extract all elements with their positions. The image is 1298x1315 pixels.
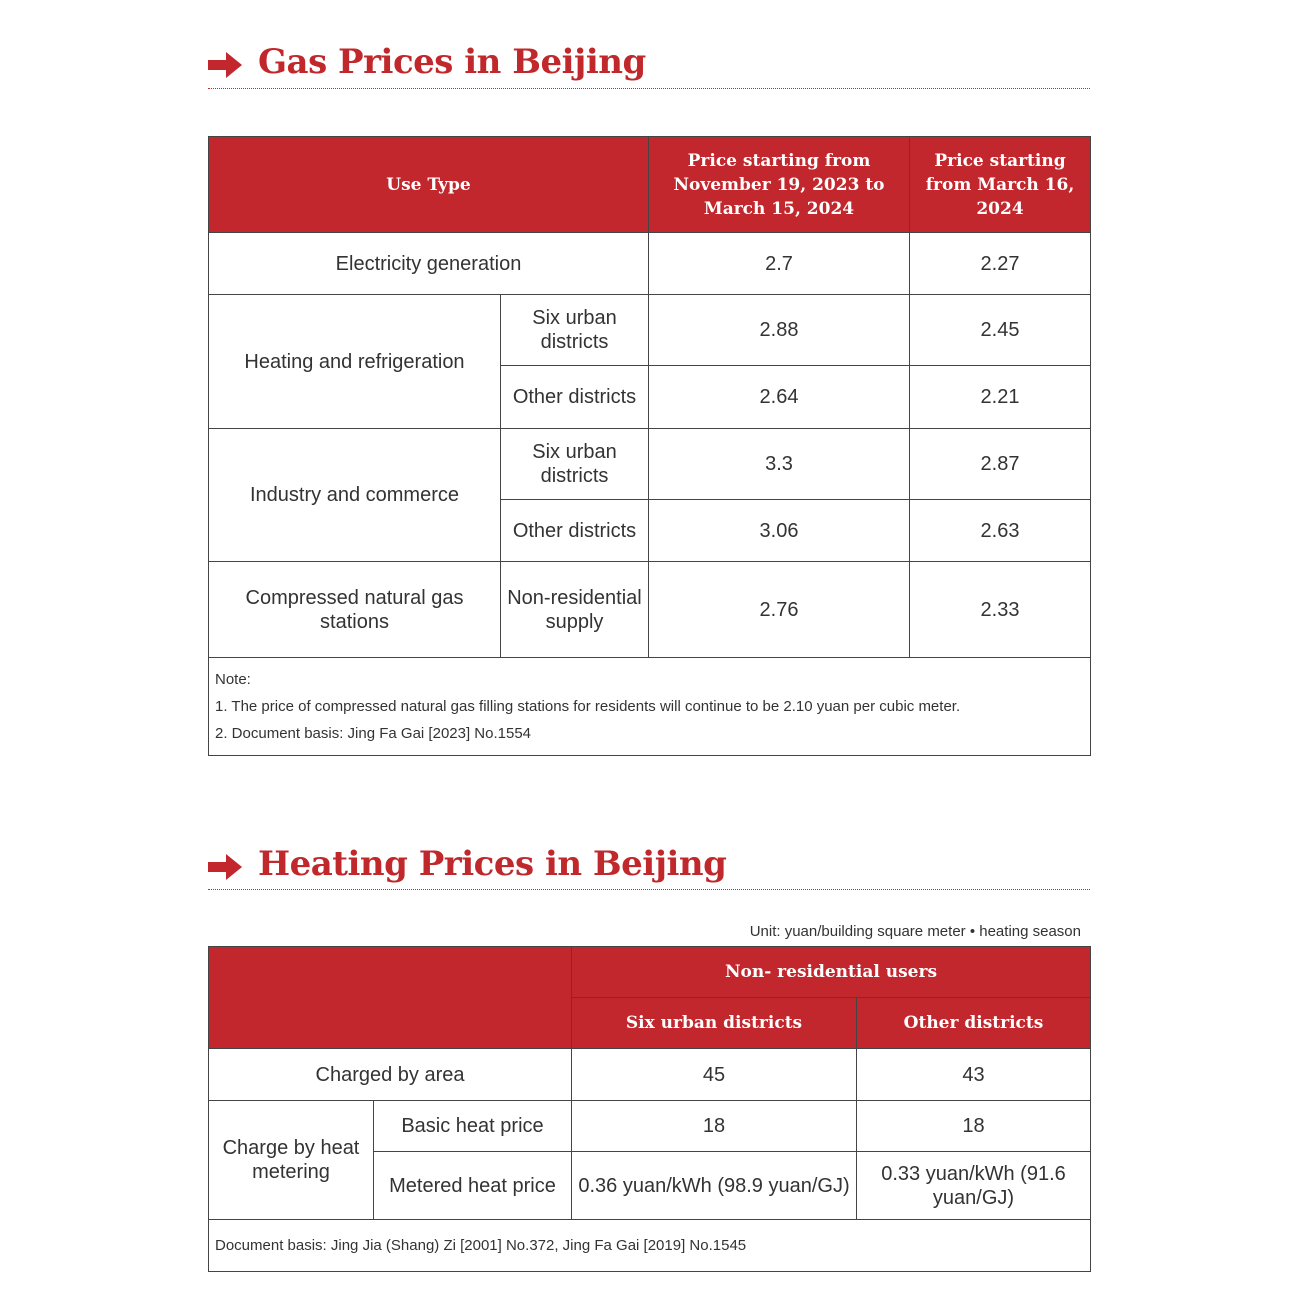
price-period-1: 2.7 (649, 233, 910, 295)
sub-label: Six urban districts (501, 295, 649, 366)
header-six-urban: Six urban districts (572, 998, 857, 1049)
row-label: Charge by heat metering (209, 1101, 374, 1220)
price-period-2: 2.87 (910, 429, 1091, 500)
heating-header-row (209, 947, 1091, 998)
note-line-2: 2. Document basis: Jing Fa Gai [2023] No.1554 (215, 725, 532, 742)
row-label: Compressed natural gas stations (209, 562, 501, 658)
gas-section-title: Gas Prices in Beijing (258, 42, 646, 82)
table-row (209, 1101, 1091, 1152)
footer-row (209, 1220, 1091, 1272)
header-period-1: Price starting from November 19, 2023 to March 15, 2024 (649, 137, 910, 233)
row-label: Electricity generation (209, 233, 649, 295)
header-period-2: Price starting from March 16, 2024 (910, 137, 1091, 233)
row-label: Heating and refrigeration (209, 295, 501, 429)
gas-header-row (209, 137, 1091, 233)
sub-label: Other districts (501, 366, 649, 429)
price-period-2: 2.27 (910, 233, 1091, 295)
price-period-1: 3.06 (649, 500, 910, 562)
value-other: 18 (857, 1101, 1091, 1152)
price-period-2: 2.21 (910, 366, 1091, 429)
price-period-2: 2.33 (910, 562, 1091, 658)
arrow-right-icon (208, 52, 242, 78)
note-cell (209, 658, 1091, 756)
gas-section-header (208, 28, 1090, 89)
table-row (209, 562, 1091, 658)
sub-label: Non-residential supply (501, 562, 649, 658)
price-period-1: 3.3 (649, 429, 910, 500)
price-period-2: 2.45 (910, 295, 1091, 366)
value-other: 0.33 yuan/kWh (91.6 yuan/GJ) (857, 1152, 1091, 1220)
value-six-urban: 45 (572, 1049, 857, 1101)
sub-label: Six urban districts (501, 429, 649, 500)
sub-label: Other districts (501, 500, 649, 562)
note-heading: Note: (215, 671, 251, 688)
header-group: Non- residential users (572, 947, 1091, 998)
heating-price-table (208, 946, 1091, 1272)
header-use-type: Use Type (209, 137, 649, 233)
arrow-right-icon (208, 854, 242, 880)
heating-section-title: Heating Prices in Beijing (258, 844, 727, 884)
row-label: Industry and commerce (209, 429, 501, 562)
header-other: Other districts (857, 998, 1091, 1049)
table-row (209, 1049, 1091, 1101)
table-row (209, 233, 1091, 295)
header-empty (209, 947, 572, 1049)
price-period-2: 2.63 (910, 500, 1091, 562)
unit-label: Unit: yuan/building square meter • heating season (749, 923, 1081, 940)
sub-label: Basic heat price (374, 1101, 572, 1152)
document-basis: Document basis: Jing Jia (Shang) Zi [2001] No.372, Jing Fa Gai [2019] No.1545 (209, 1220, 1091, 1272)
row-label: Charged by area (209, 1049, 572, 1101)
price-period-1: 2.64 (649, 366, 910, 429)
table-row (209, 295, 1091, 366)
value-six-urban: 0.36 yuan/kWh (98.9 yuan/GJ) (572, 1152, 857, 1220)
value-other: 43 (857, 1049, 1091, 1101)
value-six-urban: 18 (572, 1101, 857, 1152)
sub-label: Metered heat price (374, 1152, 572, 1220)
price-period-1: 2.76 (649, 562, 910, 658)
note-line-1: 1. The price of compressed natural gas filling stations for residents will continue to be 2.10 yuan per cubic meter. (215, 698, 961, 715)
heating-section-header (208, 829, 1090, 890)
table-row (209, 429, 1091, 500)
gas-price-table (208, 136, 1091, 756)
note-row (209, 658, 1091, 756)
price-period-1: 2.88 (649, 295, 910, 366)
